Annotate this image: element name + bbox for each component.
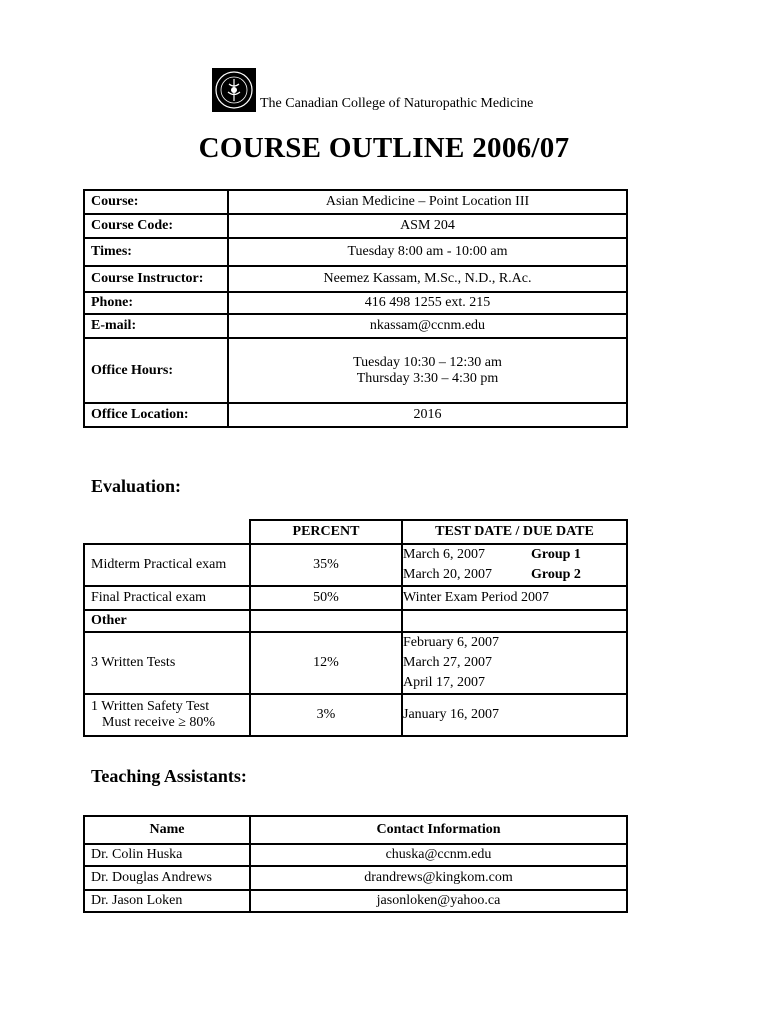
- table-row: [84, 214, 627, 238]
- course-value: Asian Medicine – Point Location III: [228, 190, 627, 214]
- college-header: [212, 66, 533, 112]
- course-label: Course:: [84, 190, 228, 214]
- date-header: TEST DATE / DUE DATE: [402, 520, 627, 544]
- times-label: Times:: [84, 238, 228, 266]
- evaluation-table: [83, 519, 628, 737]
- ta-contact[interactable]: jasonloken@yahoo.ca: [250, 890, 627, 912]
- evaluation-heading: Evaluation:: [91, 476, 182, 496]
- ta-contact[interactable]: chuska@ccnm.edu: [250, 844, 627, 866]
- table-row: [84, 292, 627, 314]
- table-header-row: [84, 816, 627, 844]
- office-hours-label: Office Hours:: [84, 338, 228, 403]
- office-hours-line: Tuesday 10:30 – 12:30 am: [353, 354, 502, 370]
- table-row: [84, 586, 627, 610]
- table-row: [84, 403, 627, 427]
- midterm-percent: 35%: [250, 544, 402, 586]
- course-code-value: ASM 204: [228, 214, 627, 238]
- table-row: [84, 544, 627, 586]
- course-code-label: Course Code:: [84, 214, 228, 238]
- times-value: Tuesday 8:00 am - 10:00 am: [228, 238, 627, 266]
- table-row: [84, 694, 627, 736]
- phone-value: 416 498 1255 ext. 215: [228, 292, 627, 314]
- final-date: Winter Exam Period 2007: [402, 586, 627, 610]
- table-row: [84, 190, 627, 214]
- email-label: E-mail:: [84, 314, 228, 338]
- office-hours-value: [228, 338, 627, 403]
- blank-header-cell: [84, 520, 250, 544]
- instructor-label: Course Instructor:: [84, 266, 228, 292]
- ta-name: Dr. Colin Huska: [84, 844, 250, 866]
- teaching-assistants-heading: Teaching Assistants:: [91, 766, 247, 786]
- midterm-date-2: March 20, 2007: [403, 567, 493, 582]
- midterm-name: Midterm Practical exam: [84, 544, 250, 586]
- midterm-dates: [402, 544, 627, 586]
- ta-contact[interactable]: drandrews@kingkom.com: [250, 866, 627, 890]
- college-seal-logo: [212, 68, 256, 112]
- safety-test-requirement: Must receive ≥ 80%: [102, 715, 216, 730]
- safety-test-percent: 3%: [250, 694, 402, 736]
- safety-test-date: January 16, 2007: [402, 694, 627, 736]
- written-test-date: April 17, 2007: [403, 675, 486, 690]
- ta-name: Dr. Douglas Andrews: [84, 866, 250, 890]
- table-row: [84, 314, 627, 338]
- email-value[interactable]: nkassam@ccnm.edu: [228, 314, 627, 338]
- course-info-table: [83, 189, 628, 428]
- office-location-label: Office Location:: [84, 403, 228, 427]
- page-title: COURSE OUTLINE 2006/07: [198, 132, 570, 164]
- safety-test-name: [84, 694, 250, 736]
- table-row: [84, 338, 627, 403]
- written-tests-name: 3 Written Tests: [84, 632, 250, 694]
- instructor-value: Neemez Kassam, M.Sc., N.D., R.Ac.: [228, 266, 627, 292]
- table-row: [84, 844, 627, 866]
- contact-header: Contact Information: [250, 816, 627, 844]
- written-tests-percent: 12%: [250, 632, 402, 694]
- table-row: [84, 238, 627, 266]
- table-row: [84, 266, 627, 292]
- ta-name: Dr. Jason Loken: [84, 890, 250, 912]
- teaching-assistants-table: [83, 815, 628, 913]
- college-name: The Canadian College of Naturopathic Medicine: [260, 96, 534, 111]
- phone-label: Phone:: [84, 292, 228, 314]
- other-label: Other: [84, 610, 250, 632]
- final-name: Final Practical exam: [84, 586, 250, 610]
- empty-cell: [250, 610, 402, 632]
- table-row: [84, 632, 627, 694]
- percent-header: PERCENT: [250, 520, 402, 544]
- final-percent: 50%: [250, 586, 402, 610]
- group-2-tag: Group 2: [531, 567, 581, 582]
- table-row: [84, 866, 627, 890]
- office-hours-line: Thursday 3:30 – 4:30 pm: [356, 370, 499, 386]
- group-1-tag: Group 1: [531, 547, 581, 562]
- written-test-date: March 27, 2007: [403, 655, 493, 670]
- written-tests-dates: [402, 632, 627, 694]
- name-header: Name: [84, 816, 250, 844]
- midterm-date-1: March 6, 2007: [403, 547, 486, 562]
- written-test-date: February 6, 2007: [403, 635, 500, 650]
- office-location-value: 2016: [228, 403, 627, 427]
- table-row: [84, 890, 627, 912]
- table-header-row: [84, 520, 627, 544]
- safety-test-line: 1 Written Safety Test: [91, 699, 210, 714]
- table-row: [84, 610, 627, 632]
- empty-cell: [402, 610, 627, 632]
